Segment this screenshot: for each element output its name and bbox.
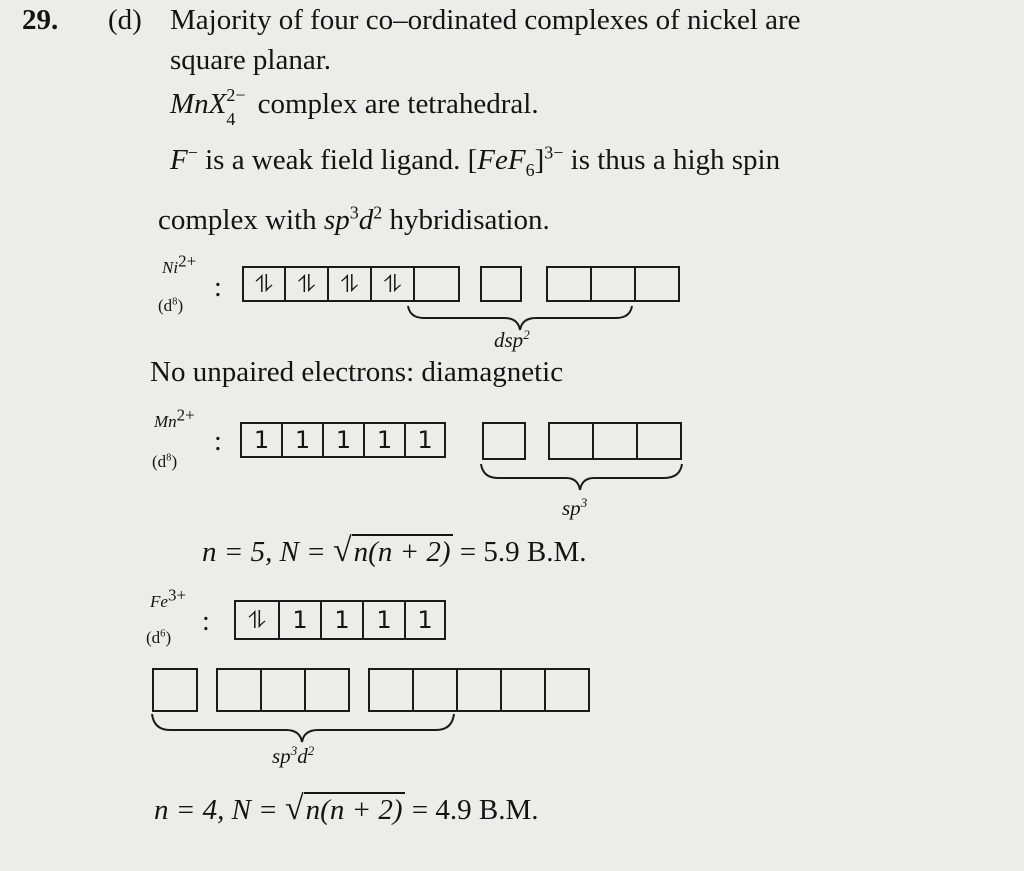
mn-magnetic-moment: n = 5, N = √n(n + 2) = 5.9 B.M. <box>202 532 587 569</box>
orbital-cell <box>262 670 306 710</box>
orbital-cell: ⥮ <box>329 268 372 300</box>
fe-colon: : <box>202 606 210 637</box>
fe-outer-d-orbitals <box>368 668 590 712</box>
orbital-cell: ⥮ <box>244 268 286 300</box>
orbital-cell: 1 <box>364 602 406 638</box>
ni-d-orbitals <box>242 266 460 302</box>
fe-p-orbitals <box>216 668 350 712</box>
mn-p-orbitals <box>548 422 682 460</box>
orbital-cell <box>546 670 588 710</box>
orbital-cell <box>636 268 678 300</box>
orbital-cell: 1 <box>322 602 364 638</box>
ni-p-orbitals <box>546 266 680 302</box>
mn-s-orbital <box>482 422 526 460</box>
text-line-1: Majority of four co–ordinated complexes of nickel are <box>170 4 801 36</box>
orbital-cell: 1 <box>280 602 322 638</box>
fe-s-orbital <box>152 668 198 712</box>
orbital-cell <box>414 670 458 710</box>
orbital-cell: 1 <box>417 606 433 634</box>
mn-config: $(d^8)$ <box>152 452 178 471</box>
orbital-cell: 1 <box>283 424 324 456</box>
fluoride-statement: F− is a weak field ligand. $[FeF_6]^{3-}$ is thus a high spin <box>170 142 781 180</box>
mnx4-statement: MnX 2− 4 complex are tetrahedral. <box>170 85 539 129</box>
mn-colon: : <box>214 426 222 457</box>
orbital-cell <box>306 670 348 710</box>
orbital-cell <box>370 670 414 710</box>
orbital-cell: 1 <box>365 424 406 456</box>
orbital-cell: 1 <box>417 426 433 454</box>
mn-ion-label: $Mn^{2+}$ <box>154 405 195 431</box>
ni-ion-label: $Ni^{2+}$ <box>162 251 197 277</box>
fe-ion-label: $Fe^{3+}$ <box>150 585 187 611</box>
ni-diamagnetic-note: No unpaired electrons: diamagnetic <box>150 356 564 388</box>
ni-hybrid-label: dsp$^2$ <box>494 327 530 352</box>
mn-hybrid-label: $sp^3$ <box>562 495 588 520</box>
orbital-cell: ⥮ <box>236 602 280 638</box>
fe-magnetic-moment: n = 4, N = √n(n + 2) = 4.9 B.M. <box>154 790 539 827</box>
fe-d-orbitals <box>234 600 446 640</box>
orbital-cell: ⥮ <box>372 268 415 300</box>
orbital-cell: 1 <box>324 424 365 456</box>
text-line-2: square planar. <box>170 44 332 76</box>
hybridisation-statement: complex with $sp^3d^2$ hybridisation. <box>158 202 550 236</box>
mn-d-orbitals <box>240 422 446 458</box>
ni-config: $(d^8)$ <box>158 296 184 315</box>
fe-sp3d2-brace <box>150 712 460 746</box>
orbital-cell <box>594 424 638 458</box>
ni-s-orbital <box>480 266 522 302</box>
orbital-cell <box>592 268 636 300</box>
question-number: 29. <box>22 4 59 36</box>
orbital-cell <box>548 268 592 300</box>
orbital-cell <box>458 670 502 710</box>
orbital-cell <box>638 424 680 458</box>
fe-hybrid-label: $sp^3d^2$ <box>272 743 315 768</box>
orbital-cell <box>550 424 594 458</box>
orbital-cell <box>218 670 262 710</box>
orbital-cell: ⥮ <box>286 268 329 300</box>
fe-config: $(d^6)$ <box>146 628 172 647</box>
ni-colon: : <box>214 272 222 303</box>
orbital-cell <box>415 268 458 300</box>
orbital-cell: 1 <box>242 424 283 456</box>
mn-sp3-brace <box>478 462 688 494</box>
orbital-cell <box>502 670 546 710</box>
option-label: (d) <box>108 4 142 36</box>
